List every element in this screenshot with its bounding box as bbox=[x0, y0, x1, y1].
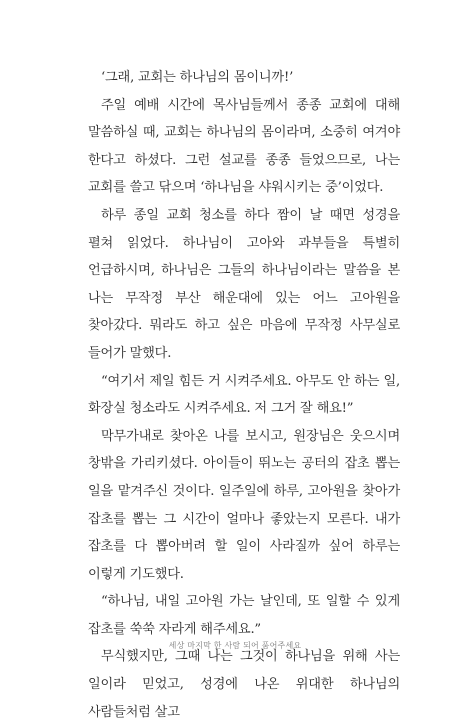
paragraph: 하루 종일 교회 청소를 하다 짬이 날 때면 성경을 펼쳐 읽었다. 하나님이 고아와 과부들을 특별히 언급하시며, 하나님은 그들의 하나님이라는 말씀을 본 나는 무작정 부산 해운대에 있는 어느 고아원을 찾아갔다. 뭐라도 하고 싶은 마음에 무작정 사무실로 들어가 말했다. bbox=[88, 207, 400, 361]
paragraph: 막무가내로 찾아온 나를 보시고, 원장님은 웃으시며 창밖을 가리키셨다. 아이들이 뛰노는 공터의 잡초 뽑는 일을 맡겨주신 것이다. 일주일에 하루, 고아원을 찾아가 잡초를 뽑는 그 시간이 얼마나 좋았는지 모른다. 내가 잡초를 다 뽑아버려 할 일이 사라질까 싶어 하루는 이렇게 기도했다. bbox=[88, 428, 400, 582]
paragraph: “하나님, 내일 고아원 가는 날인데, 또 일할 수 있게 잡초를 쑥쑥 자라게 해주세요.” bbox=[88, 594, 400, 637]
body-text bbox=[88, 64, 400, 726]
paragraph: “여기서 제일 힘든 거 시켜주세요. 아무도 안 하는 일, 화장실 청소라도 시켜주세요. 저 그거 잘 해요!” bbox=[88, 373, 400, 417]
running-footer: 세상 마지막 한 사람 되어 품어주세요 bbox=[168, 641, 302, 650]
paragraph: 무식했지만, 그때 나는 그것이 하나님을 위해 사는 일이라 믿었고, 성경에 나온 위대한 하나님의 사람들처럼 살고 bbox=[88, 649, 400, 720]
paragraph: 주일 예배 시간에 목사님들께서 종종 교회에 대해 말씀하실 때, 교회는 하나님의 몸이라며, 소중히 여겨야 한다고 하셨다. 그런 설교를 종종 들었으므로, 나는 교회를 쓸고 닦으며 ‘하나님을 샤워시키는 중’이었다. bbox=[88, 97, 400, 196]
paragraph: ‘그래, 교회는 하나님의 몸이니까!’ bbox=[101, 70, 294, 85]
